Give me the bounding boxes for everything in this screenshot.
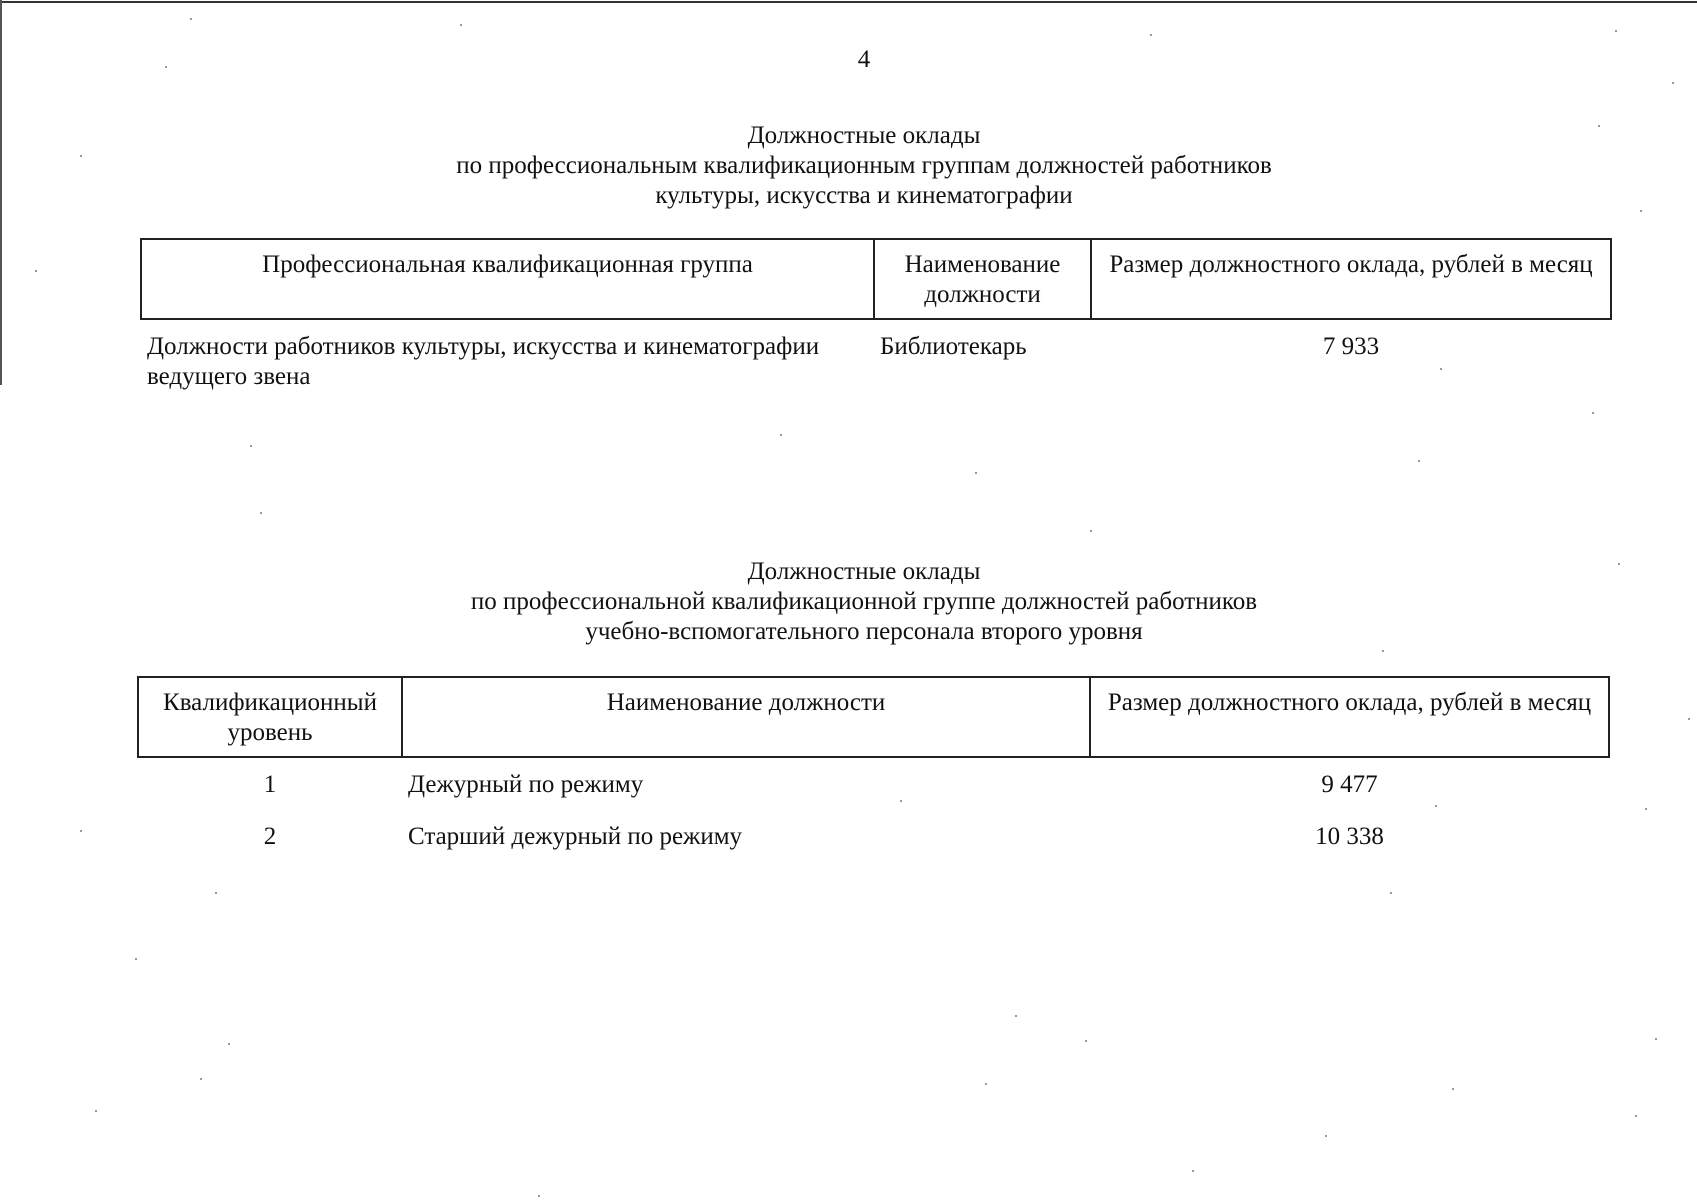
section2-title-line-1: Должностные оклады xyxy=(747,558,981,585)
header-salary-size: Размер должностного оклада, рублей в месяц xyxy=(1090,677,1609,757)
section2-title-line-2: по профессиональной квалификационной группе должностей работников xyxy=(470,588,1258,615)
cell-level: 2 xyxy=(263,823,277,850)
section1-title xyxy=(0,121,1697,211)
section2-title xyxy=(0,557,1697,647)
scan-top-border xyxy=(0,1,1697,3)
section1-header-row xyxy=(141,239,1611,319)
section2-salary-table xyxy=(137,676,1610,862)
cell-group: Должности работников культуры, искусства и кинематографии ведущего звена xyxy=(147,333,820,390)
header-salary-size: Размер должностного оклада, рублей в месяц xyxy=(1091,239,1611,319)
table-row xyxy=(138,757,1609,810)
cell-salary: 10 338 xyxy=(1315,823,1384,850)
header-qualification-level: Квалификационный уровень xyxy=(138,677,402,757)
cell-position: Дежурный по режиму xyxy=(408,771,644,798)
page-number: 4 xyxy=(857,46,871,73)
section1-title-line-3: культуры, искусства и кинематографии xyxy=(655,182,1073,209)
cell-salary: 7 933 xyxy=(1322,333,1380,360)
section1-title-line-2: по профессиональным квалификационным группам должностей работников xyxy=(456,152,1272,179)
header-position-name: Наименование должности xyxy=(402,677,1090,757)
section2-header-row xyxy=(138,677,1609,757)
cell-position: Старший дежурный по режиму xyxy=(408,823,743,850)
header-position-name: Наименование должности xyxy=(874,239,1091,319)
section1-salary-table xyxy=(140,238,1612,392)
cell-salary: 9 477 xyxy=(1321,771,1378,798)
header-professional-group: Профессиональная квалификационная группа xyxy=(141,239,874,319)
section1-title-line-1: Должностные оклады xyxy=(747,122,981,149)
cell-position: Библиотекарь xyxy=(880,333,1027,360)
table-row xyxy=(141,319,1611,392)
cell-level: 1 xyxy=(263,771,277,798)
section2-title-line-3: учебно-вспомогательного персонала второго уровня xyxy=(585,618,1143,645)
table-row xyxy=(138,810,1609,862)
